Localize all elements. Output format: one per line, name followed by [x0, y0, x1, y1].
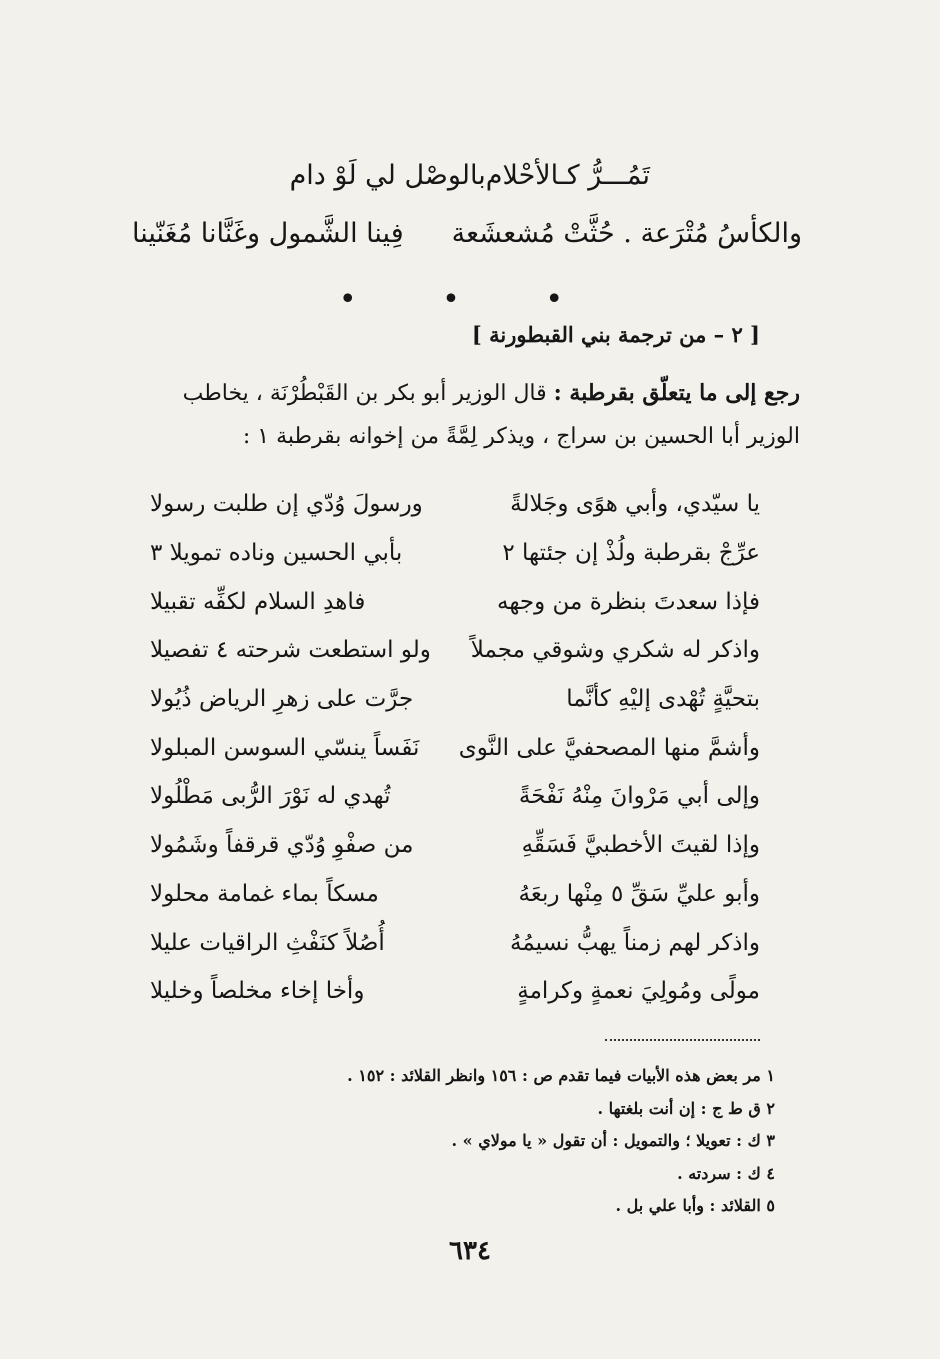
- poem-verse: [150, 967, 760, 1016]
- hemistich-first: واذكر لهم زمناً يهبُّ نسيمُهُ: [510, 929, 760, 956]
- poem-verse: [150, 480, 760, 529]
- intro-verse-1: [289, 160, 650, 191]
- intro-rest: قال الوزير أبو بكر بن القَبْطُرْنَة ، يخاطب: [182, 381, 547, 406]
- hemistich-first: وأبو عليِّ سَقِّ ٥ مِنْها ربعَهُ: [518, 880, 760, 907]
- poem-verse: [150, 577, 760, 626]
- footnote: ٤ ك : سردته .: [677, 1163, 775, 1183]
- hemistich-first: وإذا لقيتَ الأخطبيَّ فَسَقِّهِ: [521, 832, 760, 859]
- hemistich-second: مسكاً بماء غمامة محلولا: [150, 880, 379, 907]
- hemistich-second: فاهدِ السلام لكفِّه تقبيلا: [150, 588, 366, 615]
- hemistich-first: مولًى ومُولِيَ نعمةٍ وكرامةٍ: [517, 978, 760, 1005]
- hemistich-second: بالوصْل لي لَوْ دام: [289, 160, 486, 191]
- hemistich-second: من صفْوِ وُدّي قرقفاً وشَمُولا: [150, 832, 414, 859]
- intro-line-2: الوزير أبا الحسين بن سراج ، ويذكر لِمَّةً من إخوانه بقرطبة ١ :: [242, 424, 800, 449]
- poem-verse: [150, 675, 760, 724]
- poem-verse: [150, 772, 760, 821]
- hemistich-first: تَمُـــرُّ كـالأحْلام: [485, 160, 650, 191]
- hemistich-second: بأبي الحسين وناده تمويلا ٣: [150, 540, 403, 567]
- hemistich-first: يا سيّدي، وأبي هوًى وجَلالةً: [510, 491, 760, 518]
- hemistich-first: وأشمَّ منها المصحفيَّ على النَّوى: [458, 734, 760, 761]
- hemistich-second: نَفَساً ينسّي السوسن المبلولا: [150, 734, 420, 761]
- hemistich-first: فإذا سعدتَ بنظرة من وجهه: [496, 588, 760, 615]
- footnote: ٢ ق ط ج : إن أنت بلغتها .: [597, 1098, 775, 1118]
- hemistich-second: أُصُلاً كنَفْثِ الراقيات عليلا: [150, 929, 385, 956]
- poem-verse: [150, 870, 760, 919]
- intro-lead: رجع إلى ما يتعلّق بقرطبة :: [553, 380, 800, 406]
- footnotes: [175, 1066, 775, 1229]
- hemistich-second: ولو استطعت شرحته ٤ تفصيلا: [150, 637, 431, 664]
- hemistich-second: تُهدي له نَوْرَ الرُّبى مَطْلُولا: [150, 783, 391, 810]
- footnote: ٣ ك : تعويلا ؛ والتمويل : أن تقول « يا مولاي » .: [451, 1131, 775, 1150]
- section-separator: • • •: [338, 282, 602, 317]
- poem: [150, 480, 760, 1016]
- section-heading: [ ٢ – من ترجمة بني القبطورنة ]: [471, 322, 760, 347]
- poem-verse: [150, 626, 760, 675]
- footnote: ٥ القلائد : وأبا علي بل .: [615, 1196, 775, 1215]
- hemistich-second: جرَّت على زهرِ الرياض ذُيُولا: [150, 686, 414, 713]
- footnote-divider: [605, 1039, 760, 1041]
- intro-line-1: [100, 380, 800, 406]
- hemistich-first: والكأسُ مُتْرَعة . حُثَّتْ مُشعشَعة: [451, 218, 802, 249]
- page-number: ٦٣٤: [449, 1236, 491, 1266]
- intro-verse-2: [132, 218, 802, 249]
- hemistich-second: فِينا الشَّمول وغَنَّانا مُغَنّينا: [132, 218, 404, 249]
- poem-verse: [150, 918, 760, 967]
- footnote: ١ مر بعض هذه الأبيات فيما تقدم ص : ١٥٦ وانظر القلائد : ١٥٢ .: [347, 1066, 775, 1085]
- hemistich-first: وإلى أبي مَرْوانَ مِنْهُ نَفْحَةً: [518, 783, 760, 810]
- poem-verse: [150, 529, 760, 578]
- poem-verse: [150, 821, 760, 870]
- poem-verse: [150, 723, 760, 772]
- hemistich-first: واذكر له شكري وشوقي مجملاً: [470, 637, 760, 664]
- hemistich-second: ورسولَ وُدّي إن طلبت رسولا: [150, 491, 423, 518]
- hemistich-second: وأخا إخاء مخلصاً وخليلا: [150, 978, 365, 1005]
- hemistich-first: عرِّجْ بقرطبة ولُذْ إن جئتها ٢: [502, 540, 760, 567]
- hemistich-first: بتحيَّةٍ تُهْدى إليْهِ كأنَّما: [566, 686, 760, 713]
